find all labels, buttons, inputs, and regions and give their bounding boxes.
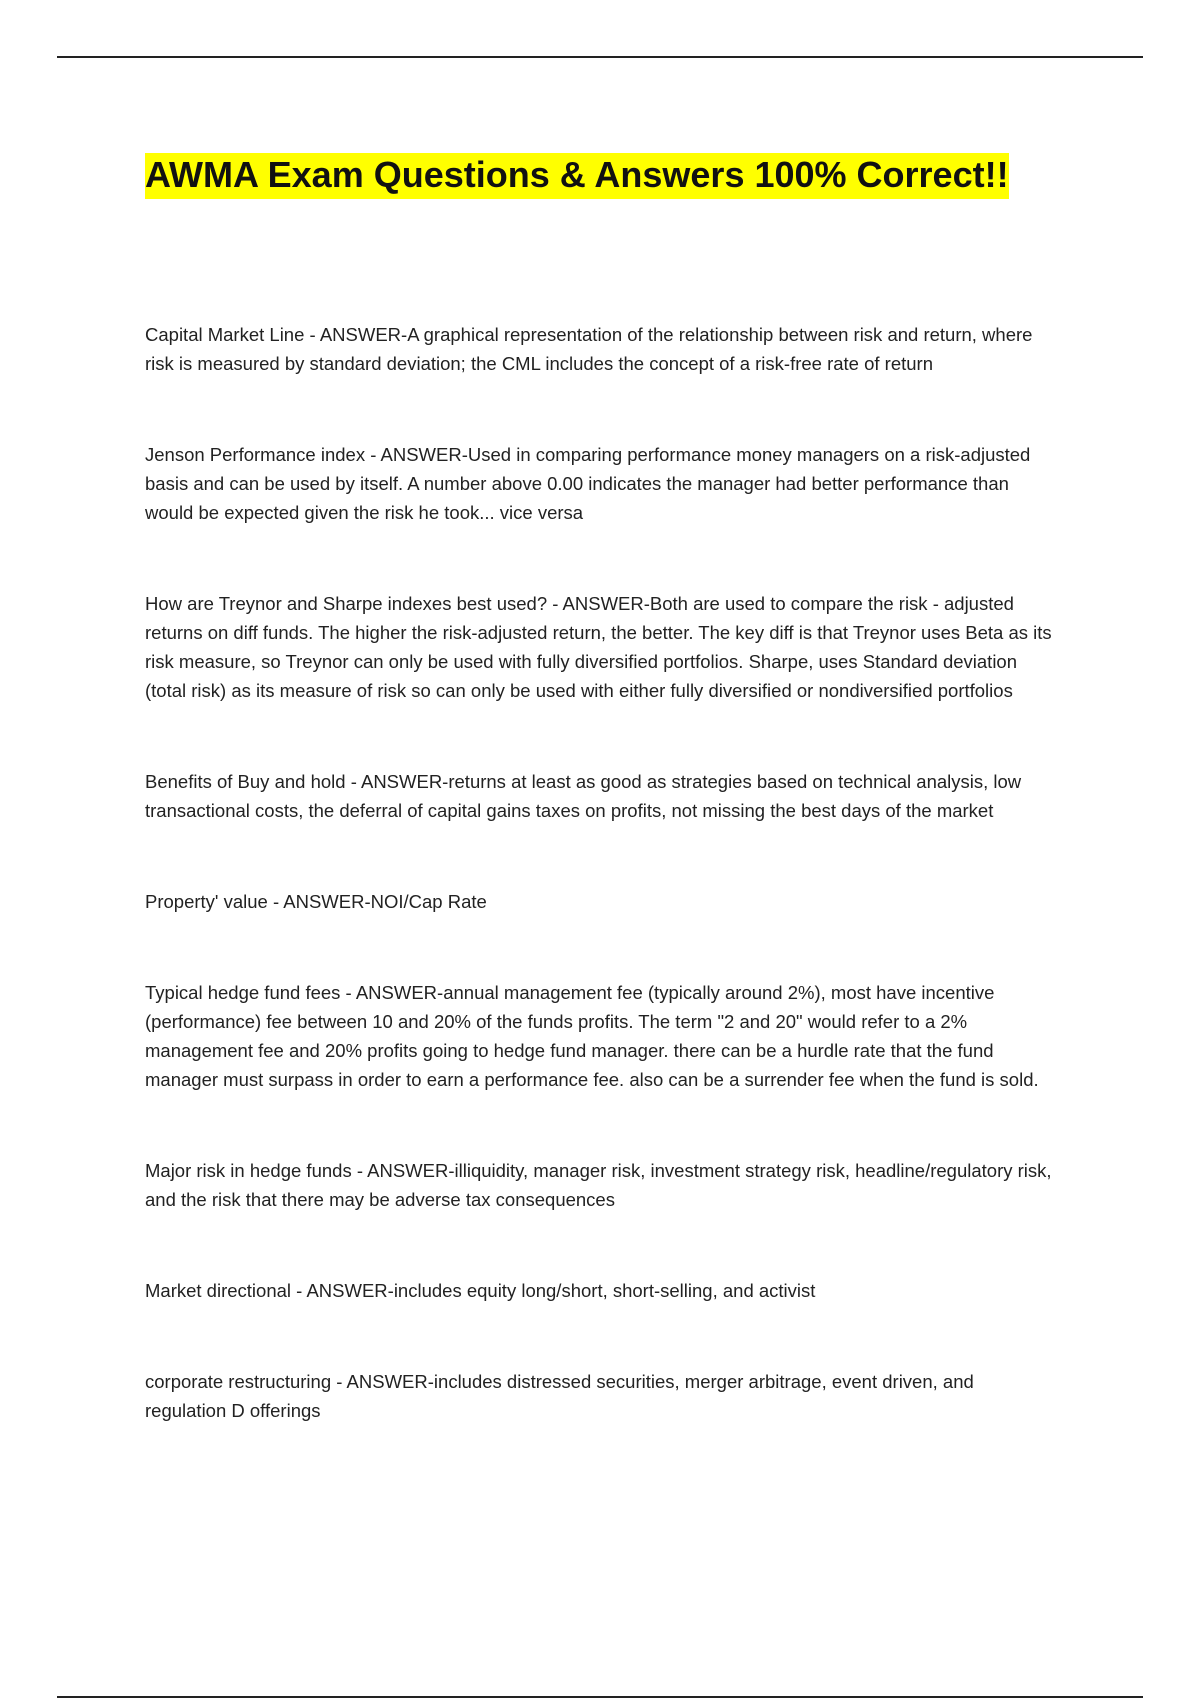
qa-term: Benefits of Buy and hold	[145, 771, 346, 792]
qa-term: Property' value	[145, 891, 268, 912]
qa-separator: -	[351, 1160, 368, 1181]
qa-term: Capital Market Line	[145, 324, 305, 345]
qa-answer-prefix: ANSWER-	[562, 593, 650, 614]
qa-term: Major risk in hedge funds	[145, 1160, 352, 1181]
qa-answer: illiquidity, manager risk, investment strategy risk, headline/regulatory risk, and the risk that there may be adverse tax consequences	[145, 1160, 1052, 1210]
qa-answer: Used in comparing performance money managers on a risk-adjusted basis and can be used by itself. A number above 0.00 indicates the manager had better performance than would be expected given the risk he took... vice versa	[145, 444, 1031, 523]
qa-answer: includes equity long/short, short-selling, and activist	[393, 1280, 816, 1301]
qa-entry	[145, 320, 1060, 378]
qa-answer-prefix: ANSWER-	[283, 891, 371, 912]
qa-answer-prefix: ANSWER-	[355, 982, 444, 1003]
qa-entry	[145, 1367, 1060, 1425]
qa-answer-prefix: ANSWER-	[306, 1280, 394, 1301]
qa-entry	[145, 1276, 1060, 1305]
qa-answer: annual management fee (typically around 2%), most have incentive (performance) fee between 10 and 20% of the funds profits. The term "2 and 20" would refer to a 2% management fee and 20% profits going to hedge fund manager. there can be a hurdle rate that the fund manager must surpass in order to earn a performance fee. also can be a surrender fee when the fund is sold.	[145, 982, 1039, 1090]
title-highlight: AWMA Exam Questions & Answers 100% Correct!!	[145, 153, 1009, 199]
qa-answer-prefix: ANSWER-	[360, 771, 449, 792]
qa-answer: A graphical representation of the relationship between risk and return, where risk is measured by standard deviation; the CML includes the concept of a risk-free rate of return	[145, 324, 1033, 374]
qa-separator: -	[547, 593, 563, 614]
qa-answer-prefix: ANSWER-	[380, 444, 468, 465]
qa-separator: -	[345, 771, 361, 792]
qa-answer: NOI/Cap Rate	[370, 891, 487, 912]
qa-separator: -	[291, 1280, 307, 1301]
qa-separator: -	[304, 324, 320, 345]
document-title	[145, 146, 1065, 203]
qa-separator: -	[331, 1371, 347, 1392]
qa-answer: includes distressed securities, merger arbitrage, event driven, and regulation D offerings	[145, 1371, 974, 1421]
qa-entry	[145, 978, 1060, 1094]
qa-answer: returns at least as good as strategies based on technical analysis, low transactional costs, the deferral of capital gains taxes on profits, not missing the best days of the market	[145, 771, 1022, 821]
qa-answer-prefix: ANSWER-	[367, 1160, 455, 1181]
qa-term: How are Treynor and Sharpe indexes best used?	[145, 593, 548, 614]
qa-term: Market directional	[145, 1280, 292, 1301]
header-rule	[57, 56, 1143, 58]
qa-entry	[145, 589, 1060, 705]
qa-answer: Both are used to compare the risk - adjusted returns on diff funds. The higher the risk-adjusted return, the better. The key diff is that Treynor uses Beta as its risk measure, so Treynor can only be used with fully diversified portfolios. Sharpe, uses Standard deviation (total risk) as its measure of risk so can only be used with either fully diversified or nondiversified portfolios	[145, 593, 1052, 701]
footer-rule	[57, 1696, 1143, 1698]
qa-entry	[145, 767, 1060, 825]
qa-separator: -	[365, 444, 381, 465]
qa-answer-prefix: ANSWER-	[319, 324, 408, 345]
qa-separator: -	[340, 982, 356, 1003]
qa-entry	[145, 440, 1060, 527]
qa-answer-prefix: ANSWER-	[346, 1371, 434, 1392]
qa-entry	[145, 1156, 1060, 1214]
qa-separator: -	[267, 891, 284, 912]
qa-entry	[145, 887, 1060, 916]
qa-term: corporate restructuring	[145, 1371, 332, 1392]
qa-list	[145, 320, 1060, 1487]
qa-term: Jenson Performance index	[145, 444, 366, 465]
qa-term: Typical hedge fund fees	[145, 982, 341, 1003]
